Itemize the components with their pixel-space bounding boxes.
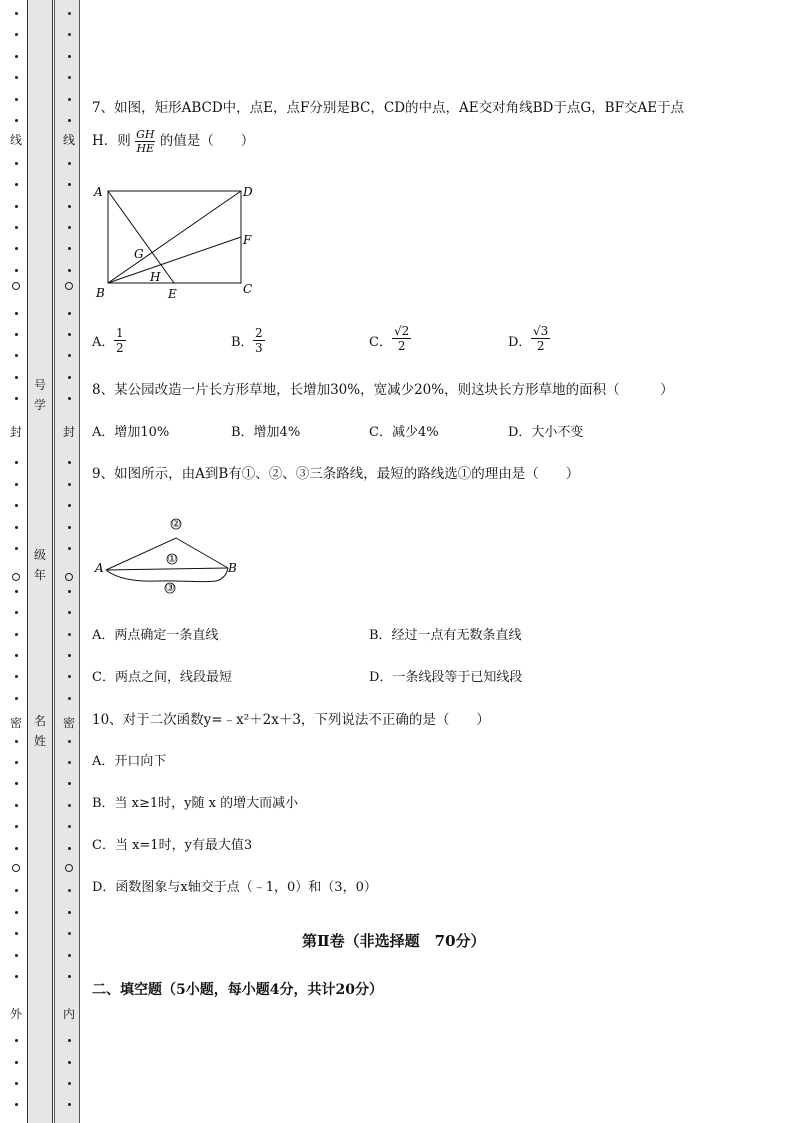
binding-dot bbox=[68, 975, 71, 978]
binding-dot bbox=[68, 12, 71, 15]
binding-dot bbox=[15, 76, 18, 79]
q7-option-c[interactable] bbox=[369, 333, 392, 353]
numerator: 2 bbox=[255, 326, 263, 340]
binding-dot bbox=[15, 825, 18, 828]
binding-dot bbox=[15, 633, 18, 636]
segment-ae bbox=[108, 191, 174, 283]
binding-dot bbox=[68, 55, 71, 58]
inner-strip bbox=[54, 0, 80, 1123]
binding-dot bbox=[68, 98, 71, 101]
field-label-grade: 级年 bbox=[33, 548, 46, 582]
binding-dot bbox=[15, 590, 18, 593]
label-e: E bbox=[168, 287, 177, 301]
numerator: √3 bbox=[533, 324, 549, 338]
binding-dot bbox=[15, 98, 18, 101]
binding-dot bbox=[15, 654, 18, 657]
numerator: √2 bbox=[394, 324, 410, 338]
binding-hole-circle bbox=[12, 573, 20, 581]
q7-fraction-denominator: HE bbox=[136, 142, 155, 155]
q9-option-b[interactable]: B．经过一点有无数条直线 bbox=[369, 628, 522, 643]
binding-dot bbox=[15, 162, 18, 165]
binding-dot bbox=[15, 889, 18, 892]
binding-dot bbox=[68, 33, 71, 36]
binding-hole-circle bbox=[65, 864, 73, 872]
route-3-label: ③ bbox=[165, 581, 175, 594]
binding-dot bbox=[68, 590, 71, 593]
binding-dot bbox=[15, 911, 18, 914]
binding-dot bbox=[15, 932, 18, 935]
binding-dot bbox=[15, 1039, 18, 1042]
q7-option-a-fraction bbox=[114, 326, 126, 355]
binding-dot bbox=[68, 889, 71, 892]
binding-dot bbox=[15, 675, 18, 678]
binding-dot bbox=[15, 1082, 18, 1085]
q9-option-c[interactable]: C．两点之间，线段最短 bbox=[92, 670, 232, 685]
option-letter: C． bbox=[369, 335, 392, 350]
binding-dot bbox=[68, 333, 71, 336]
inner-char-nei: 内 bbox=[62, 1007, 75, 1021]
outer-char-xian: 线 bbox=[9, 133, 22, 147]
binding-dot bbox=[15, 504, 18, 507]
binding-dot bbox=[15, 33, 18, 36]
q9-option-d[interactable]: D．一条线段等于已知线段 bbox=[369, 670, 523, 685]
outer-char-mi: 密 bbox=[9, 716, 22, 730]
q8-option-c[interactable]: C．减少4% bbox=[369, 425, 439, 440]
binding-dot bbox=[15, 975, 18, 978]
q8-option-b[interactable]: B．增加4% bbox=[231, 425, 301, 440]
q7-option-c-fraction bbox=[392, 324, 411, 353]
q7-option-d[interactable] bbox=[508, 333, 531, 353]
binding-dot bbox=[15, 483, 18, 486]
q9-option-a[interactable]: A．两点确定一条直线 bbox=[92, 628, 219, 643]
binding-dot bbox=[68, 633, 71, 636]
binding-dot bbox=[68, 697, 71, 700]
q7-suffix: 的值是（ ） bbox=[159, 133, 255, 149]
q7-option-b[interactable] bbox=[231, 333, 254, 353]
q8-stem: 8、某公园改造一片长方形草地，长增加30%，宽减少20%，则这块长方形草地的面积（ ） bbox=[92, 382, 674, 398]
binding-dot bbox=[15, 461, 18, 464]
inner-char-mi: 密 bbox=[62, 716, 75, 730]
binding-dot bbox=[15, 269, 18, 272]
binding-dot bbox=[15, 761, 18, 764]
binding-dot bbox=[68, 1039, 71, 1042]
binding-dot bbox=[68, 1103, 71, 1106]
q7-option-d-fraction bbox=[531, 324, 550, 353]
binding-dot bbox=[15, 312, 18, 315]
binding-dot bbox=[68, 162, 71, 165]
binding-dot bbox=[15, 376, 18, 379]
binding-dot bbox=[68, 804, 71, 807]
denominator: 2 bbox=[116, 341, 124, 355]
field-label-name: 名姓 bbox=[33, 714, 46, 748]
inner-char-xian: 线 bbox=[62, 133, 75, 147]
q8-option-d[interactable]: D．大小不变 bbox=[508, 425, 584, 440]
outer-char-feng: 封 bbox=[9, 425, 22, 439]
binding-dot bbox=[68, 954, 71, 957]
binding-dot bbox=[68, 397, 71, 400]
binding-dot bbox=[15, 611, 18, 614]
section-2-title: 第Ⅱ卷（非选择题 70分） bbox=[302, 932, 486, 950]
q7-rectangle-figure bbox=[88, 180, 268, 305]
binding-dot bbox=[68, 847, 71, 850]
binding-dot bbox=[68, 269, 71, 272]
binding-dot bbox=[15, 740, 18, 743]
option-letter: B． bbox=[231, 335, 254, 350]
binding-hole-circle bbox=[65, 282, 73, 290]
binding-dot bbox=[68, 932, 71, 935]
binding-hole-circle bbox=[12, 864, 20, 872]
q8-option-a[interactable]: A．增加10% bbox=[92, 425, 170, 440]
label-c: C bbox=[243, 282, 253, 296]
label-a: A bbox=[94, 185, 103, 199]
label-f: F bbox=[243, 233, 252, 247]
label-g: G bbox=[134, 247, 144, 261]
q10-option-a[interactable]: A．开口向下 bbox=[92, 754, 167, 769]
binding-dot bbox=[15, 526, 18, 529]
q10-stem: 10、对于二次函数y=﹣x²＋2x＋3，下列说法不正确的是（ ） bbox=[92, 712, 490, 728]
binding-dot bbox=[68, 761, 71, 764]
binding-dot bbox=[15, 333, 18, 336]
q7-stem-line2 bbox=[92, 128, 254, 155]
binding-dot bbox=[68, 76, 71, 79]
label-a: A bbox=[95, 561, 104, 575]
binding-dot bbox=[15, 55, 18, 58]
denominator: 3 bbox=[255, 341, 263, 355]
binding-dot bbox=[68, 247, 71, 250]
binding-dot bbox=[68, 119, 71, 122]
label-b: B bbox=[96, 286, 105, 300]
binding-dot bbox=[68, 1061, 71, 1064]
binding-dot bbox=[15, 247, 18, 250]
q7-stem-line1: 7、如图，矩形ABCD中，点E，点F分别是BC，CD的中点，AE交对角线BD于点G，BF交AE于点 bbox=[92, 100, 685, 116]
binding-dot bbox=[15, 782, 18, 785]
binding-dot bbox=[68, 526, 71, 529]
option-letter: A． bbox=[92, 335, 115, 350]
binding-dot bbox=[68, 782, 71, 785]
binding-dot bbox=[15, 547, 18, 550]
section-2-subtitle: 二、填空题（5小题，每小题4分，共计20分） bbox=[92, 982, 383, 998]
binding-dot bbox=[68, 483, 71, 486]
binding-dot bbox=[68, 611, 71, 614]
binding-dot bbox=[15, 954, 18, 957]
binding-dot bbox=[68, 183, 71, 186]
binding-dot bbox=[68, 825, 71, 828]
binding-dot bbox=[15, 847, 18, 850]
binding-hole-circle bbox=[12, 282, 20, 290]
binding-dot bbox=[68, 1082, 71, 1085]
binding-dot bbox=[68, 205, 71, 208]
q10-option-c[interactable]: C．当 x=1时，y有最大值3 bbox=[92, 838, 253, 853]
numerator: 1 bbox=[116, 326, 124, 340]
binding-dot bbox=[68, 312, 71, 315]
outer-char-wai: 外 bbox=[9, 1007, 22, 1021]
binding-dot bbox=[68, 376, 71, 379]
route-2-label: ② bbox=[171, 517, 181, 530]
segment-bf bbox=[108, 237, 241, 283]
q10-option-b[interactable]: B．当 x≥1时，y随 x 的增大而减小 bbox=[92, 796, 299, 811]
denominator: 2 bbox=[397, 339, 406, 353]
q9-stem: 9、如图所示，由A到B有①、②、③三条路线，最短的路线选①的理由是（ ） bbox=[92, 466, 580, 482]
field-label-number: 号学 bbox=[33, 378, 46, 412]
label-h: H bbox=[150, 270, 161, 284]
binding-dot bbox=[68, 675, 71, 678]
label-d: D bbox=[243, 185, 253, 199]
q7-fraction-numerator: GH bbox=[136, 128, 155, 141]
option-letter: D． bbox=[508, 335, 532, 350]
binding-dot bbox=[68, 461, 71, 464]
binding-dot bbox=[15, 397, 18, 400]
binding-dot bbox=[15, 183, 18, 186]
binding-dot bbox=[15, 12, 18, 15]
q7-ratio-fraction bbox=[135, 128, 155, 155]
binding-dot bbox=[15, 697, 18, 700]
binding-dot bbox=[15, 1103, 18, 1106]
binding-dot bbox=[15, 205, 18, 208]
binding-dot bbox=[68, 226, 71, 229]
route-1-segment bbox=[106, 568, 228, 570]
binding-dot bbox=[15, 804, 18, 807]
binding-hole-circle bbox=[65, 573, 73, 581]
inner-char-feng: 封 bbox=[62, 425, 75, 439]
binding-dot bbox=[68, 911, 71, 914]
q7-option-b-fraction bbox=[253, 326, 265, 355]
binding-dot bbox=[15, 119, 18, 122]
binding-dot bbox=[15, 354, 18, 357]
denominator: 2 bbox=[536, 339, 545, 353]
binding-dot bbox=[68, 504, 71, 507]
binding-dot bbox=[68, 547, 71, 550]
route-1-label: ① bbox=[167, 552, 177, 565]
binding-dot bbox=[15, 226, 18, 229]
binding-dot bbox=[68, 354, 71, 357]
q7-prefix: H．则 bbox=[92, 133, 131, 149]
label-b: B bbox=[228, 561, 237, 575]
q7-option-a[interactable] bbox=[92, 333, 114, 353]
binding-dot bbox=[68, 740, 71, 743]
q10-option-d[interactable]: D．函数图象与x轴交于点（﹣1，0）和（3，0） bbox=[92, 880, 377, 895]
diagonal-bd bbox=[108, 191, 241, 283]
binding-dot bbox=[68, 654, 71, 657]
binding-dot bbox=[15, 1061, 18, 1064]
